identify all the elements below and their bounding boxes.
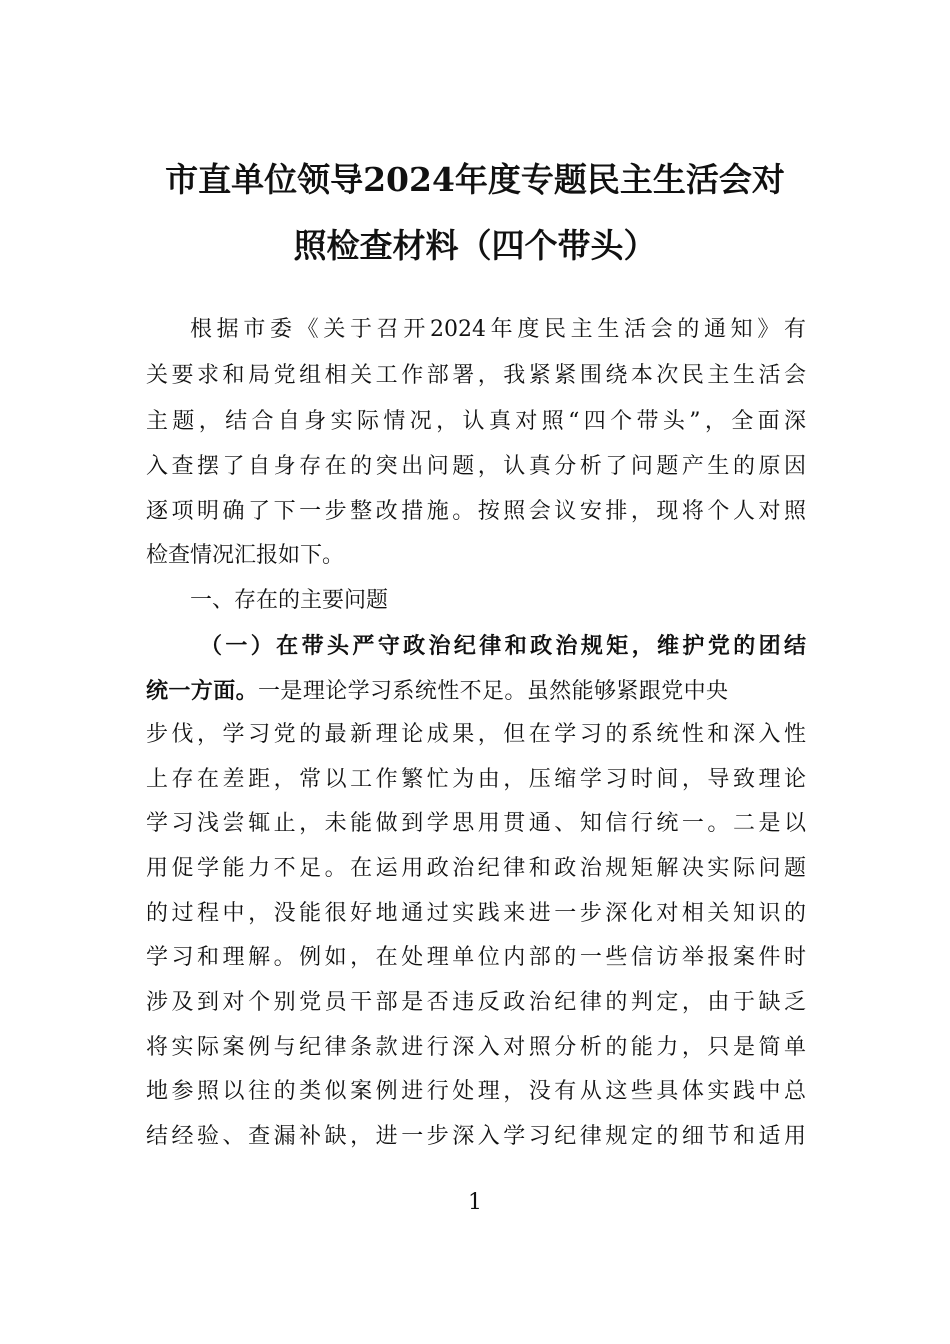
intro-paragraph-line: 检查情况汇报如下。 [146, 543, 345, 568]
body-paragraph-line: 学习和理解。例如，在处理单位内部的一些信访举报案件时 [146, 945, 806, 970]
body-text: 一是理论学习系统性不足。虽然能够紧跟党中央 [258, 679, 729, 704]
section-heading: 一、存在的主要问题 [190, 588, 389, 613]
body-paragraph-line [146, 676, 806, 707]
body-paragraph-line: 地参照以往的类似案例进行处理，没有从这些具体实践中总 [146, 1079, 806, 1104]
body-paragraph-line: 的过程中，没能很好地通过实践来进一步深化对相关知识的 [146, 901, 806, 926]
sub-heading-line [200, 631, 806, 662]
document-title-line-1: 市直单位领导2024年度专题民主生活会对 [165, 160, 785, 199]
body-paragraph-line: 学习浅尝辄止，未能做到学思用贯通、知信行统一。二是以 [146, 811, 806, 836]
intro-paragraph-line: 逐项明确了下一步整改措施。按照会议安排，现将个人对照 [146, 499, 806, 524]
intro-paragraph-line: 根据市委《关于召开2024年度民主生活会的通知》有 [190, 317, 806, 342]
sub-heading-text: （一）在带头严守政治纪律和政治规矩，维护党的团结 [200, 633, 806, 659]
document-title-line-2: 照检查材料（四个带头） [293, 226, 657, 265]
intro-paragraph-line: 入查摆了自身存在的突出问题，认真分析了问题产生的原因 [146, 454, 806, 479]
sub-heading-text-continued: 统一方面。 [146, 678, 259, 704]
intro-paragraph-line: 关要求和局党组相关工作部署，我紧紧围绕本次民主生活会 [146, 363, 806, 388]
body-paragraph-line: 涉及到对个别党员干部是否违反政治纪律的判定，由于缺乏 [146, 990, 806, 1015]
body-paragraph-line: 上存在差距，常以工作繁忙为由，压缩学习时间，导致理论 [146, 767, 806, 792]
page-number: 1 [468, 1190, 482, 1215]
intro-paragraph-line: 主题，结合自身实际情况，认真对照“四个带头”，全面深 [146, 409, 806, 434]
body-paragraph-line: 将实际案例与纪律条款进行深入对照分析的能力，只是简单 [146, 1035, 806, 1060]
body-paragraph-line: 步伐，学习党的最新理论成果，但在学习的系统性和深入性 [146, 722, 806, 747]
body-paragraph-line: 用促学能力不足。在运用政治纪律和政治规矩解决实际问题 [146, 856, 806, 881]
body-paragraph-line: 结经验、查漏补缺，进一步深入学习纪律规定的细节和适用 [146, 1124, 806, 1149]
